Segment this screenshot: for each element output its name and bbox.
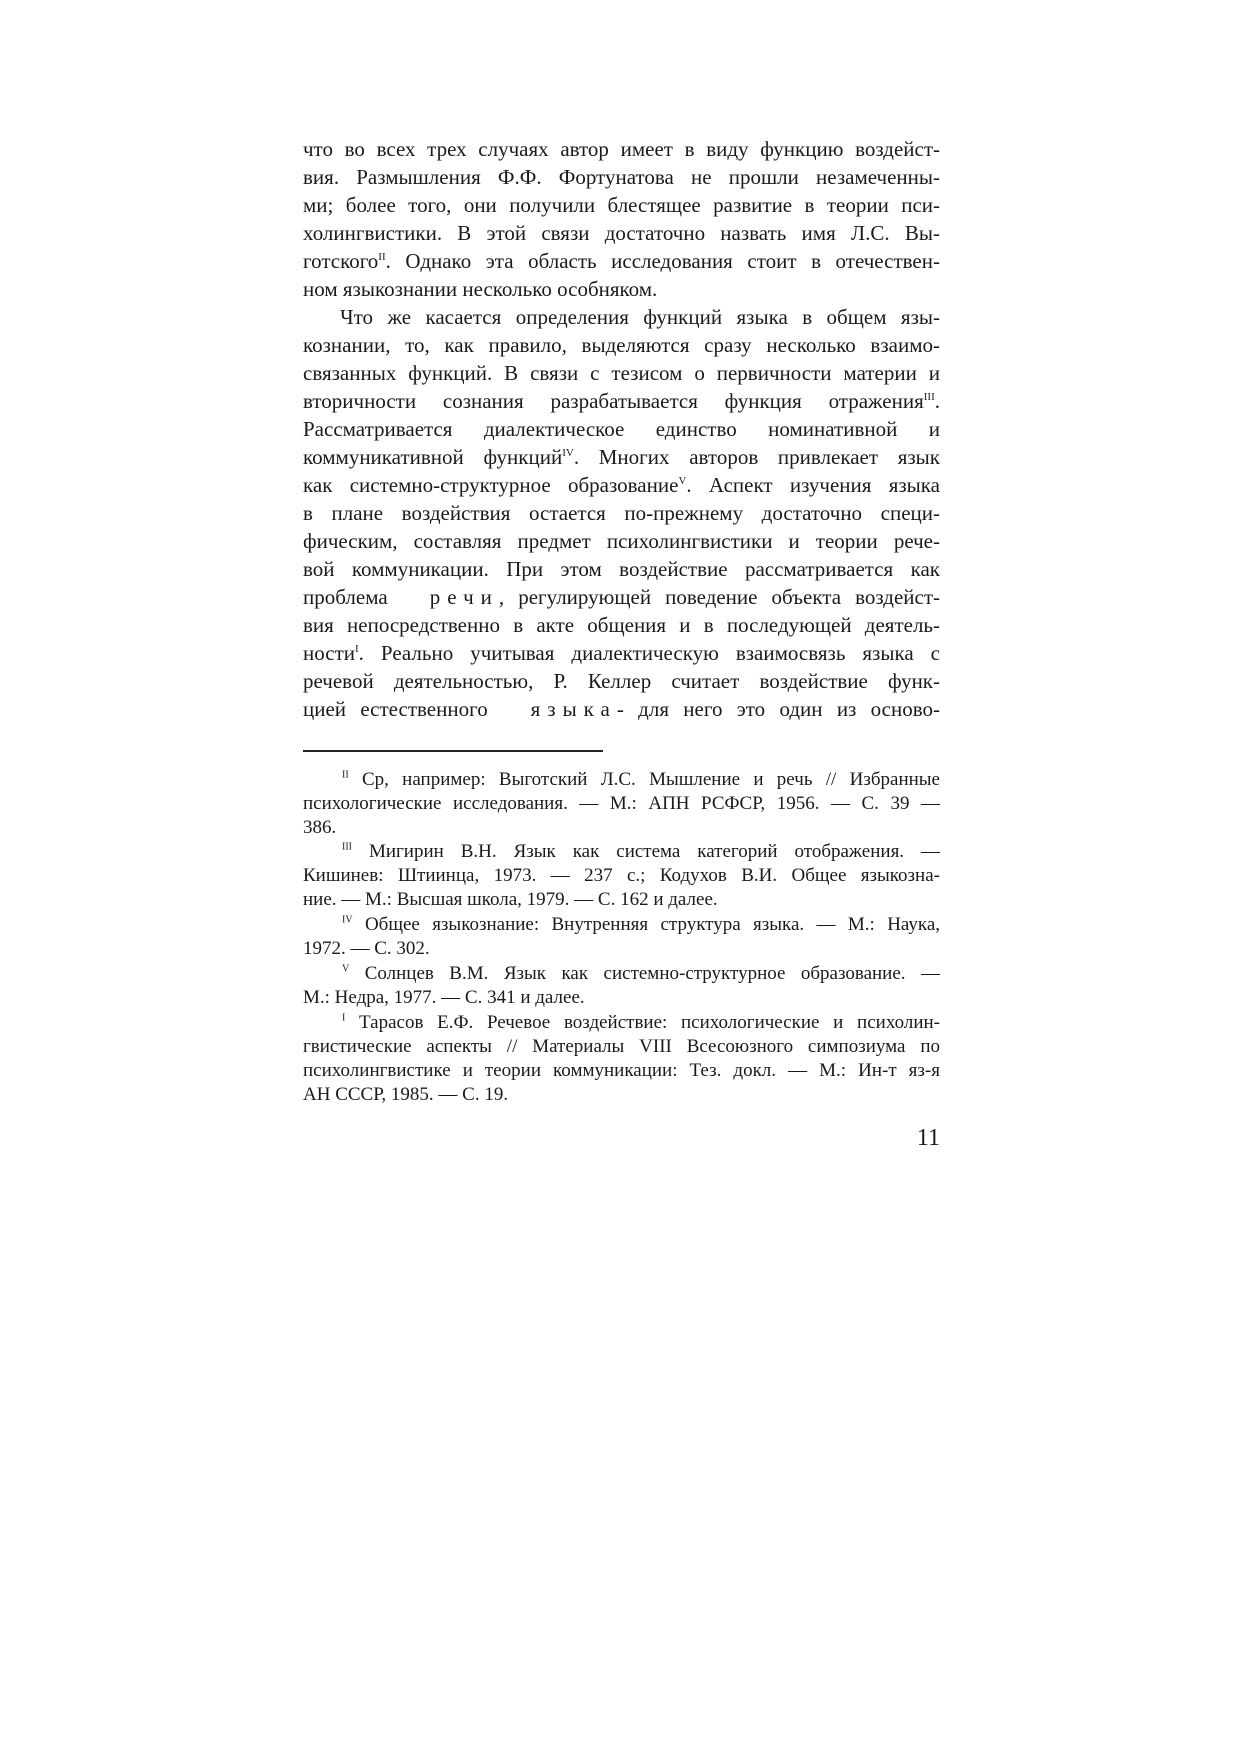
body-line: ном языкознании несколько особняком. [303,277,658,301]
footnote-line: АН СССР, 1985. — С. 19. [303,1084,509,1105]
footnote-ref: III [923,391,935,403]
footnote-line [342,913,940,937]
footnote-line [342,1011,940,1035]
footnote-ref: V [678,475,687,487]
spaced-emphasis: языка [530,697,617,721]
body-line [303,639,940,667]
body-text: готского [303,249,379,273]
footnote-mark: IV [342,914,353,926]
footnote-text: Общее языкознание: Внутренняя структура языка. — М.: Наука, [364,914,941,935]
footnote-line [342,768,940,792]
footnote-line [342,840,940,864]
page-number: 11 [916,1125,940,1151]
body-line: кознании, то, как правило, выделяются сразу несколько взаимо- [303,333,940,357]
body-text: . Однако эта область исследования стоит в отечествен- [385,249,940,273]
body-text: . Многих авторов привлекает язык [573,445,940,469]
body-text: коммуникативной функций [303,445,563,469]
body-line: Рассматривается диалектическое единство номинативной и [303,417,940,441]
body-line [303,695,940,723]
body-text: , регулирующей поведение объекта воздейст- [498,585,940,609]
body-line [303,387,940,415]
body-text: . Реально учитывая диалектическую взаимосвязь языка с [358,641,940,665]
body-line: ми; более того, они получили блестящее развитие в теории пси- [303,193,940,217]
body-line: речевой деятельностью, Р. Келлер считает воздействие функ- [303,669,940,693]
body-text: вторичности сознания разрабатывается функция отражения [303,389,924,413]
footnote-mark: V [342,963,350,975]
footnote-line: гвистические аспекты // Материалы VIII Всесоюзного симпозиума по [303,1036,940,1057]
body-line: связанных функций. В связи с тезисом о первичности материи и [303,361,940,385]
body-line: вия. Размышления Ф.Ф. Фортунатова не прошли незамеченны- [303,165,940,189]
footnote-ref: I [355,643,359,655]
body-line: в плане воздействия остается по-прежнему достаточно специ- [303,501,940,525]
body-line [303,583,940,611]
footnote-line: 386. [303,817,337,838]
footnote-text: Ср, например: Выготский Л.С. Мышление и речь // Избранные [361,769,940,790]
footnote-mark: I [342,1012,346,1024]
body-line: вия непосредственно в акте общения и в последующей деятель- [303,613,940,637]
body-text: . [934,389,940,413]
body-text: . Аспект изучения языка [686,473,940,497]
footnote-line [342,962,940,986]
body-text: - для него это один из осново- [616,697,940,721]
footnote-mark: III [342,841,352,853]
body-line [303,471,940,499]
footnote-line: психолингвистике и теории коммуникации: Тез. докл. — М.: Ин-т яз-я [303,1060,940,1081]
body-text: как системно-структурное образование [303,473,679,497]
body-line: фическим, составляя предмет психолингвистики и теории рече- [303,529,940,553]
footnote-separator [303,750,603,752]
body-text: цией естественного [303,697,488,721]
footnote-text: Тарасов Е.Ф. Речевое воздействие: психологические и психолин- [359,1012,940,1033]
footnote-line: 1972. — С. 302. [303,938,430,959]
body-line: что во всех трех случаях автор имеет в виду функцию воздейст- [303,137,940,161]
body-line [303,247,940,275]
footnote-ref: IV [562,447,574,459]
spaced-emphasis: речи [429,585,499,609]
footnote-line: М.: Недра, 1977. — С. 341 и далее. [303,987,585,1008]
footnote-text: Солнцев В.М. Язык как системно-структурное образование. — [364,963,940,984]
body-line: холингвистики. В этой связи достаточно назвать имя Л.С. Вы- [303,221,940,245]
body-line: вой коммуникации. При этом воздействие рассматривается как [303,557,940,581]
body-line: Что же касается определения функций языка в общем язы- [340,305,940,329]
footnote-line: ние. — М.: Высшая школа, 1979. — С. 162 и далее. [303,889,718,910]
footnote-ref: II [378,251,386,263]
body-text: проблема [303,585,388,609]
footnote-mark: II [342,769,349,781]
footnote-line: психологические исследования. — М.: АПН РСФСР, 1956. — С. 39 — [303,793,940,814]
body-text: ности [303,641,355,665]
body-line [303,443,940,471]
footnote-line: Кишинев: Штиинца, 1973. — 237 с.; Кодухов В.И. Общее языкозна- [303,865,940,886]
footnote-text: Мигирин В.Н. Язык как система категорий отображения. — [368,841,941,862]
